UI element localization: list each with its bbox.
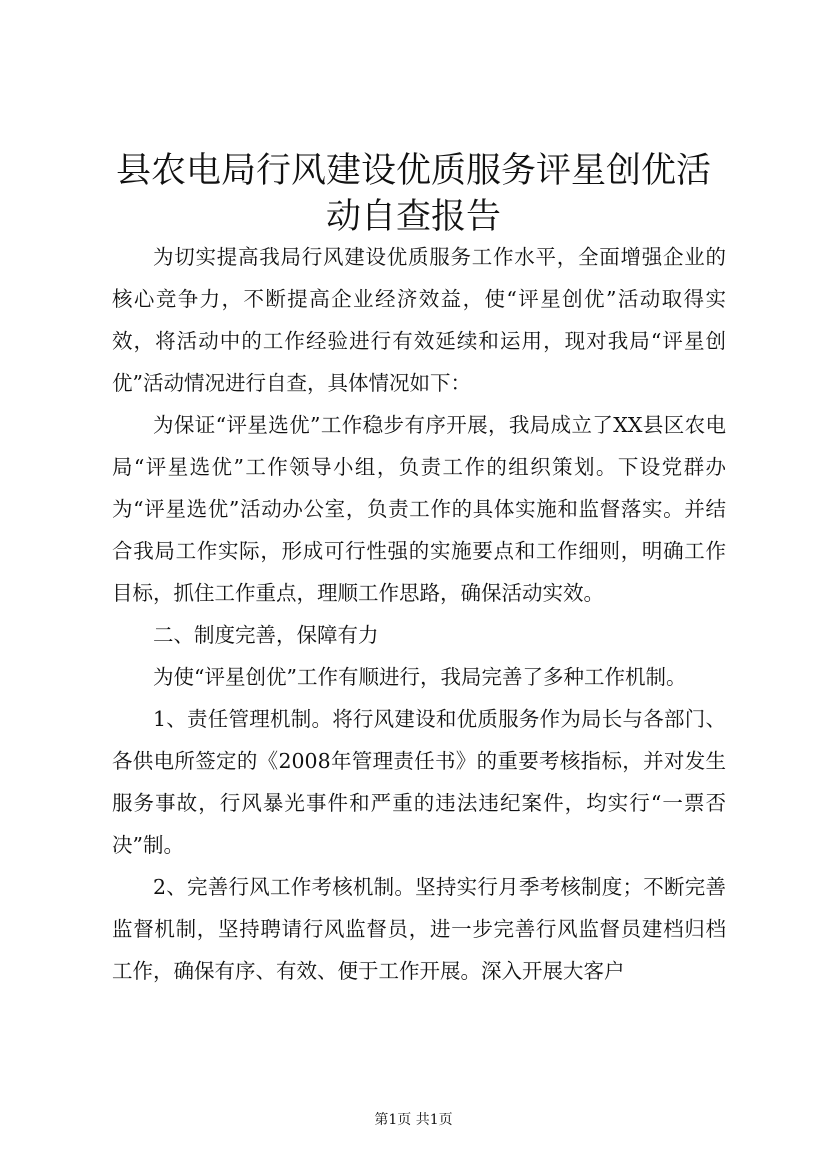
mechanism-intro-paragraph: 为使“评星创优”工作有顺进行，我局完善了多种工作机制。 [153,665,687,689]
section-heading: 二、制度完善，保障有力 [153,623,379,647]
intro-paragraph: 为切实提高我局行风建设优质服务工作水平，全面增强企业的核心竞争力，不断提高企业经济效益，使“评星创优”活动取得实效，将活动中的工作经验进行有效延续和运用，现对我局“评星创优”活动情况进行自查，具体情况如下： [112,245,726,395]
organization-paragraph: 为保证“评星选优”工作稳步有序开展，我局成立了XX县区农电局“评星选优”工作领导小组，负责工作的组织策划。下设党群办为“评星选优”活动办公室，负责工作的具体实施和监督落实。并结合我局工作实际，形成可行性强的实施要点和工作细则，明确工作目标，抓住工作重点，理顺工作思路，确保活动实效。 [112,413,726,605]
responsibility-paragraph: 1、责任管理机制。将行风建设和优质服务作为局长与各部门、各供电所签定的《2008年管理责任书》的重要考核指标，并对发生服务事故，行风暴光事件和严重的违法违纪案件，均实行“一票否决”制。 [112,707,726,857]
document-body [112,236,726,992]
page-footer: 第1页 共1页 [374,1112,453,1128]
document-title: 县农电局行风建设优质服务评星创优活动自查报告 [115,151,711,237]
assessment-paragraph: 2、完善行风工作考核机制。坚持实行月季考核制度；不断完善监督机制，坚持聘请行风监督员，进一步完善行风监督员建档归档工作，确保有序、有效、便于工作开展。深入开展大客户 [112,875,726,983]
